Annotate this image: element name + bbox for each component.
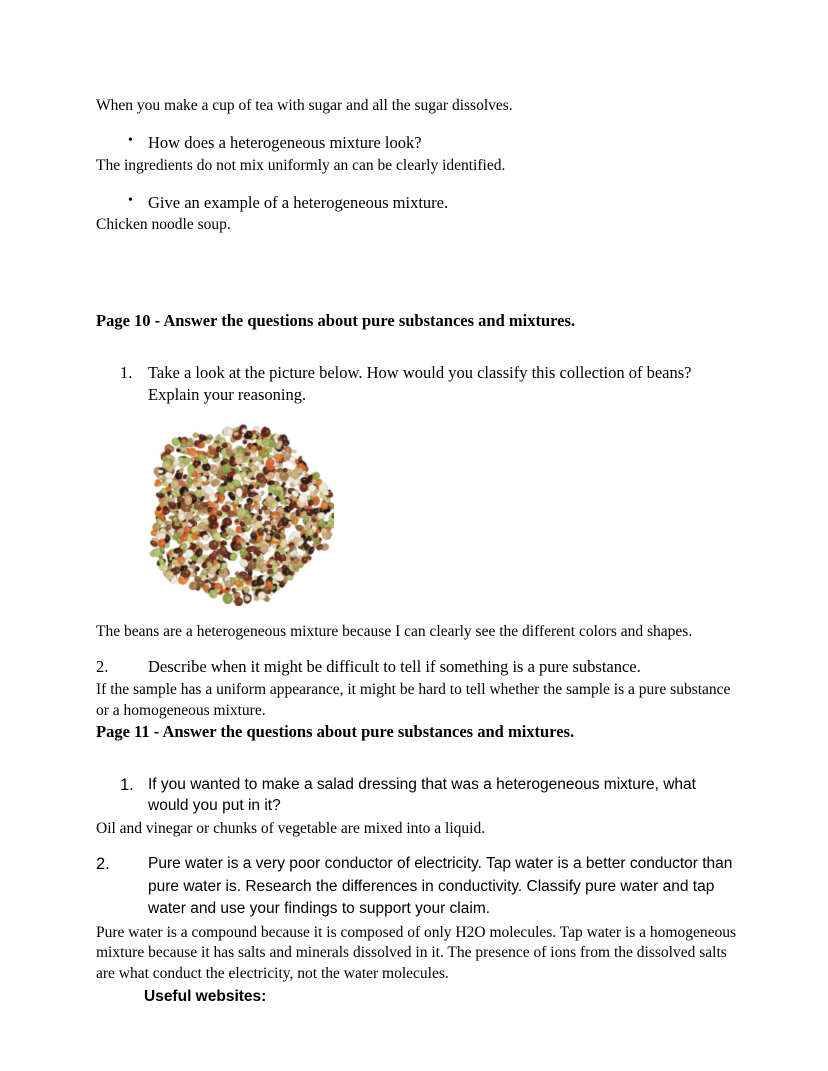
page11-question-2 [96,853,736,920]
bullet-answer: Chicken noodle soup. [96,216,231,234]
bullet-item [124,132,736,153]
bullet-icon: • [128,193,133,209]
page10-question-2 [96,656,736,678]
spacer [96,839,736,853]
page11-heading: Page 11 - Answer the questions about pure substances and mixtures. [96,722,575,742]
bullet-question: How does a heterogeneous mixture look? [148,133,422,153]
question-text: Pure water is a very poor conductor of electricity. Tap water is a better conductor than pure water is. Research the differences in conductivity. Classify pure water and tap water and use your findings to support your claim. [148,855,733,918]
spacer [96,332,736,362]
page10-answer-1: The beans are a heterogeneous mixture because I can clearly see the different colors and shapes. [96,622,693,640]
bullet-question: Give an example of a heterogeneous mixture. [148,193,449,213]
question-text: Describe when it might be difficult to tell if something is a pure substance. [148,657,641,677]
page11-answer-2: Pure water is a compound because it is composed of only H2O molecules. Tap water is a homogeneous mixture because it has salts and minerals dissolved in it. The presence of ions from the dissolved salts are what conduct the electricity, not the water molecules. [96,923,737,982]
bullet-item [124,192,736,213]
assorted-beans-photo [144,421,334,606]
useful-websites-label: Useful websites: [144,988,267,1006]
page11-question-1 [120,774,736,817]
list-marker: 2. [96,855,110,874]
document-body [96,96,736,1006]
page10-heading: Page 10 - Answer the questions about pure substances and mixtures. [96,310,576,330]
page11-answer-1: Oil and vinegar or chunks of vegetable are mixed into a liquid. [96,819,486,837]
spacer [96,642,736,656]
question-text: If you wanted to make a salad dressing that was a heterogeneous mixture, what would you put in it? [148,775,696,815]
list-marker: 2. [96,657,109,677]
list-marker: 1. [120,363,133,383]
spacer [96,606,736,620]
bullet-answer: The ingredients do not mix uniformly an can be clearly identified. [96,156,506,174]
page10-answer-2: If the sample has a uniform appearance, it might be hard to tell whether the sample is a pure substance or a homogeneous mixture. [96,681,731,719]
page10-question-1 [120,362,736,407]
list-marker: 1. [120,775,134,794]
question-text: Take a look at the picture below. How would you classify this collection of beans? Explain your reasoning. [148,363,692,405]
spacer [96,236,736,310]
bullet-icon: • [128,133,133,149]
spacer [96,744,736,774]
intro-paragraph: When you make a cup of tea with sugar and all the sugar dissolves. [96,97,513,114]
beans-image-canvas [144,421,334,606]
